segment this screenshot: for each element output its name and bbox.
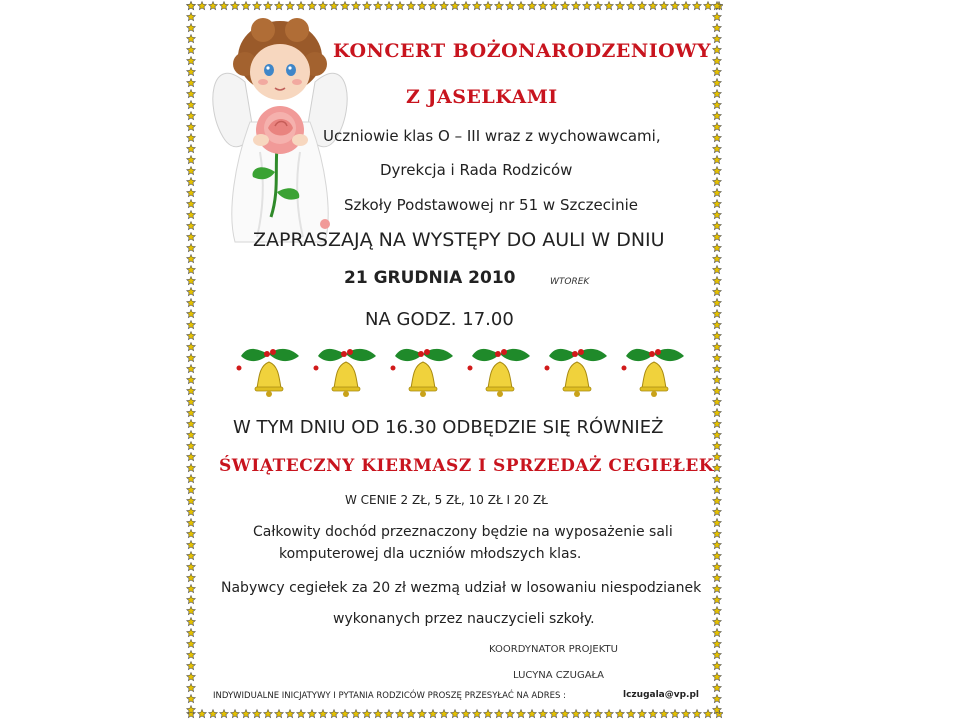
border-star-icon [418,710,427,718]
border-star-icon [682,2,691,10]
border-star-icon [187,156,196,164]
border-star-icon [713,24,722,32]
border-star-icon [198,2,207,10]
border-star-icon [187,101,196,109]
border-star-icon [506,710,515,718]
border-star-icon [484,710,493,718]
border-star-icon [713,673,722,681]
border-star-icon [187,321,196,329]
border-star-icon [713,486,722,494]
border-star-icon [429,2,438,10]
border-star-icon [308,2,317,10]
star-border-right [711,0,723,720]
border-star-icon [713,409,722,417]
border-star-icon [616,710,625,718]
border-star-icon [187,541,196,549]
christmas-bell-icon [622,349,685,397]
border-star-icon [198,710,207,718]
border-star-icon [187,519,196,527]
border-star-icon [297,710,306,718]
border-star-icon [713,101,722,109]
border-star-icon [627,710,636,718]
border-star-icon [209,710,218,718]
border-star-icon [275,710,284,718]
border-star-icon [713,266,722,274]
border-star-icon [693,2,702,10]
border-star-icon [220,710,229,718]
christmas-bell-icon [391,349,454,397]
border-star-icon [308,710,317,718]
border-star-icon [713,387,722,395]
border-star-icon [187,420,196,428]
border-star-icon [385,2,394,10]
border-star-icon [187,552,196,560]
income-text-line-2: komputerowej dla uczniów młodszych klas. [279,546,582,562]
border-star-icon [713,497,722,505]
christmas-bell-icon [314,349,377,397]
border-star-icon [418,2,427,10]
border-star-icon [187,46,196,54]
border-star-icon [187,607,196,615]
border-star-icon [649,710,658,718]
border-star-icon [713,508,722,516]
border-star-icon [713,189,722,197]
border-star-icon [187,651,196,659]
border-star-icon [473,710,482,718]
border-star-icon [374,2,383,10]
invitation-text: ZAPRASZAJĄ NA WYSTĘPY DO AULI W DNIU [253,229,665,251]
border-star-icon [187,684,196,692]
border-star-icon [713,134,722,142]
border-star-icon [330,2,339,10]
border-star-icon [713,35,722,43]
border-star-icon [231,2,240,10]
border-star-icon [187,145,196,153]
border-star-icon [713,222,722,230]
border-star-icon [649,2,658,10]
border-star-icon [713,79,722,87]
border-star-icon [187,508,196,516]
border-star-icon [187,629,196,637]
border-star-icon [713,552,722,560]
border-star-icon [319,710,328,718]
border-star-icon [187,695,196,703]
border-star-icon [187,475,196,483]
border-star-icon [713,376,722,384]
border-star-icon [187,640,196,648]
border-star-icon [187,464,196,472]
christmas-bell-icon [545,349,608,397]
border-star-icon [319,2,328,10]
border-star-icon [231,710,240,718]
border-star-icon [713,442,722,450]
border-star-icon [495,2,504,10]
border-star-icon [713,629,722,637]
border-star-icon [561,2,570,10]
event-time: NA GODZ. 17.00 [365,309,514,330]
border-star-icon [713,2,722,10]
border-star-icon [713,519,722,527]
border-star-icon [187,409,196,417]
star-border-top [185,0,723,12]
border-star-icon [671,2,680,10]
border-star-icon [187,530,196,538]
coordinator-name: LUCYNA CZUGAŁA [513,670,605,681]
border-star-icon [693,710,702,718]
border-star-icon [374,710,383,718]
border-star-icon [341,710,350,718]
border-star-icon [187,134,196,142]
border-star-icon [341,2,350,10]
border-star-icon [660,2,669,10]
border-star-icon [713,618,722,626]
border-star-icon [286,2,295,10]
border-star-icon [506,2,515,10]
raffle-text-line-1: Nabywcy cegiełek za 20 zł wezmą udział w losowaniu niespodzianek [221,580,702,596]
organizer-line-students: Uczniowie klas O – III wraz z wychowawcami, [323,127,661,145]
border-star-icon [187,585,196,593]
border-star-icon [713,57,722,65]
border-star-icon [297,2,306,10]
poster-page [185,0,723,720]
border-star-icon [187,178,196,186]
border-star-icon [713,354,722,362]
border-star-icon [713,343,722,351]
concert-subtitle: Z JASELKAMI [406,86,558,108]
coordinator-label: KOORDYNATOR PROJEKTU [489,644,618,655]
border-star-icon [253,2,262,10]
border-star-icon [713,662,722,670]
border-star-icon [187,563,196,571]
border-star-icon [594,2,603,10]
border-star-icon [187,398,196,406]
border-star-icon [187,233,196,241]
border-star-icon [264,710,273,718]
border-star-icon [583,710,592,718]
also-that-day-text: W TYM DNIU OD 16.30 ODBĘDZIE SIĘ RÓWNIEŻ [233,417,664,438]
border-star-icon [713,156,722,164]
border-star-icon [713,90,722,98]
christmas-bells-row [233,340,703,402]
border-star-icon [187,123,196,131]
border-star-icon [187,431,196,439]
footer-contact-text: INDYWIDUALNE INICJATYWY I PYTANIA RODZICÓW PROSZĘ PRZESYŁAĆ NA ADRES : [213,691,566,701]
border-star-icon [187,310,196,318]
border-star-icon [462,710,471,718]
border-star-icon [528,710,537,718]
border-star-icon [572,2,581,10]
border-star-icon [713,167,722,175]
border-star-icon [713,310,722,318]
event-weekday: WTOREK [550,277,590,287]
star-border-left [185,0,197,720]
border-star-icon [484,2,493,10]
border-star-icon [187,343,196,351]
border-star-icon [495,710,504,718]
border-star-icon [187,453,196,461]
border-star-icon [638,2,647,10]
price-list: W CENIE 2 ZŁ, 5 ZŁ, 10 ZŁ I 20 ZŁ [345,493,548,507]
border-star-icon [713,46,722,54]
border-star-icon [451,710,460,718]
border-star-icon [713,255,722,263]
border-star-icon [187,277,196,285]
border-star-icon [713,68,722,76]
border-star-icon [713,178,722,186]
border-star-icon [539,710,548,718]
border-star-icon [528,2,537,10]
border-star-icon [638,710,647,718]
christmas-bell-icon [468,349,531,397]
border-star-icon [713,541,722,549]
border-star-icon [713,585,722,593]
border-star-icon [713,277,722,285]
star-border-bottom [185,708,723,720]
border-star-icon [187,200,196,208]
border-star-icon [187,90,196,98]
christmas-bell-icon [237,349,300,397]
border-star-icon [187,387,196,395]
border-star-icon [713,574,722,582]
border-star-icon [713,706,722,714]
border-star-icon [187,376,196,384]
border-star-icon [713,13,722,21]
border-star-icon [713,211,722,219]
border-star-icon [713,684,722,692]
border-star-icon [713,431,722,439]
organizer-line-management: Dyrekcja i Rada Rodziców [380,161,573,179]
border-star-icon [713,244,722,252]
border-star-icon [605,2,614,10]
border-star-icon [451,2,460,10]
border-star-icon [429,710,438,718]
border-star-icon [713,200,722,208]
border-star-icon [440,710,449,718]
border-star-icon [517,710,526,718]
border-star-icon [594,710,603,718]
border-star-icon [396,710,405,718]
border-star-icon [187,68,196,76]
event-date: 21 GRUDNIA 2010 [344,268,516,288]
border-star-icon [187,596,196,604]
border-star-icon [253,710,262,718]
border-star-icon [517,2,526,10]
border-star-icon [550,2,559,10]
income-text-line-1: Całkowity dochód przeznaczony będzie na wyposażenie sali [253,524,673,540]
border-star-icon [187,13,196,21]
border-star-icon [713,651,722,659]
concert-title: KONCERT BOŻONARODZENIOWY [333,40,712,62]
border-star-icon [561,710,570,718]
border-star-icon [713,607,722,615]
border-star-icon [187,442,196,450]
border-star-icon [473,2,482,10]
border-star-icon [713,398,722,406]
border-star-icon [187,574,196,582]
border-star-icon [713,563,722,571]
border-star-icon [275,2,284,10]
border-star-icon [187,255,196,263]
border-star-icon [242,710,251,718]
border-star-icon [385,710,394,718]
organizer-line-school: Szkoły Podstawowej nr 51 w Szczecinie [344,196,639,214]
border-star-icon [187,79,196,87]
border-star-icon [572,710,581,718]
border-star-icon [286,710,295,718]
border-star-icon [583,2,592,10]
border-star-icon [220,2,229,10]
footer-email: lczugala@vp.pl [623,690,699,700]
border-star-icon [713,596,722,604]
border-star-icon [713,321,722,329]
border-star-icon [187,299,196,307]
border-star-icon [187,167,196,175]
border-star-icon [713,640,722,648]
border-star-icon [187,332,196,340]
border-star-icon [713,299,722,307]
border-star-icon [187,266,196,274]
border-star-icon [187,211,196,219]
border-star-icon [605,710,614,718]
border-star-icon [713,112,722,120]
border-star-icon [713,288,722,296]
border-star-icon [616,2,625,10]
border-star-icon [539,2,548,10]
border-star-icon [713,530,722,538]
border-star-icon [187,673,196,681]
border-star-icon [396,2,405,10]
border-star-icon [187,662,196,670]
border-star-icon [682,710,691,718]
border-star-icon [187,706,196,714]
border-star-icon [550,710,559,718]
border-star-icon [713,420,722,428]
border-star-icon [187,2,196,10]
border-star-icon [187,288,196,296]
border-star-icon [187,244,196,252]
border-star-icon [187,365,196,373]
border-star-icon [187,497,196,505]
border-star-icon [713,123,722,131]
border-star-icon [187,35,196,43]
border-star-icon [713,233,722,241]
border-star-icon [187,57,196,65]
border-star-icon [440,2,449,10]
border-star-icon [363,2,372,10]
border-star-icon [407,2,416,10]
border-star-icon [187,354,196,362]
border-star-icon [713,365,722,373]
border-star-icon [713,145,722,153]
border-star-icon [660,710,669,718]
border-star-icon [352,2,361,10]
border-star-icon [187,618,196,626]
border-star-icon [352,710,361,718]
christmas-fair-title: ŚWIĄTECZNY KIERMASZ I SPRZEDAŻ CEGIEŁEK [219,456,715,476]
border-star-icon [209,2,218,10]
raffle-text-line-2: wykonanych przez nauczycieli szkoły. [333,611,595,627]
border-star-icon [407,710,416,718]
border-star-icon [187,222,196,230]
border-star-icon [627,2,636,10]
border-star-icon [242,2,251,10]
border-star-icon [713,695,722,703]
border-star-icon [187,189,196,197]
border-star-icon [330,710,339,718]
border-star-icon [264,2,273,10]
border-star-icon [187,24,196,32]
border-star-icon [187,112,196,120]
border-star-icon [671,710,680,718]
border-star-icon [363,710,372,718]
border-star-icon [713,332,722,340]
border-star-icon [462,2,471,10]
border-star-icon [187,486,196,494]
